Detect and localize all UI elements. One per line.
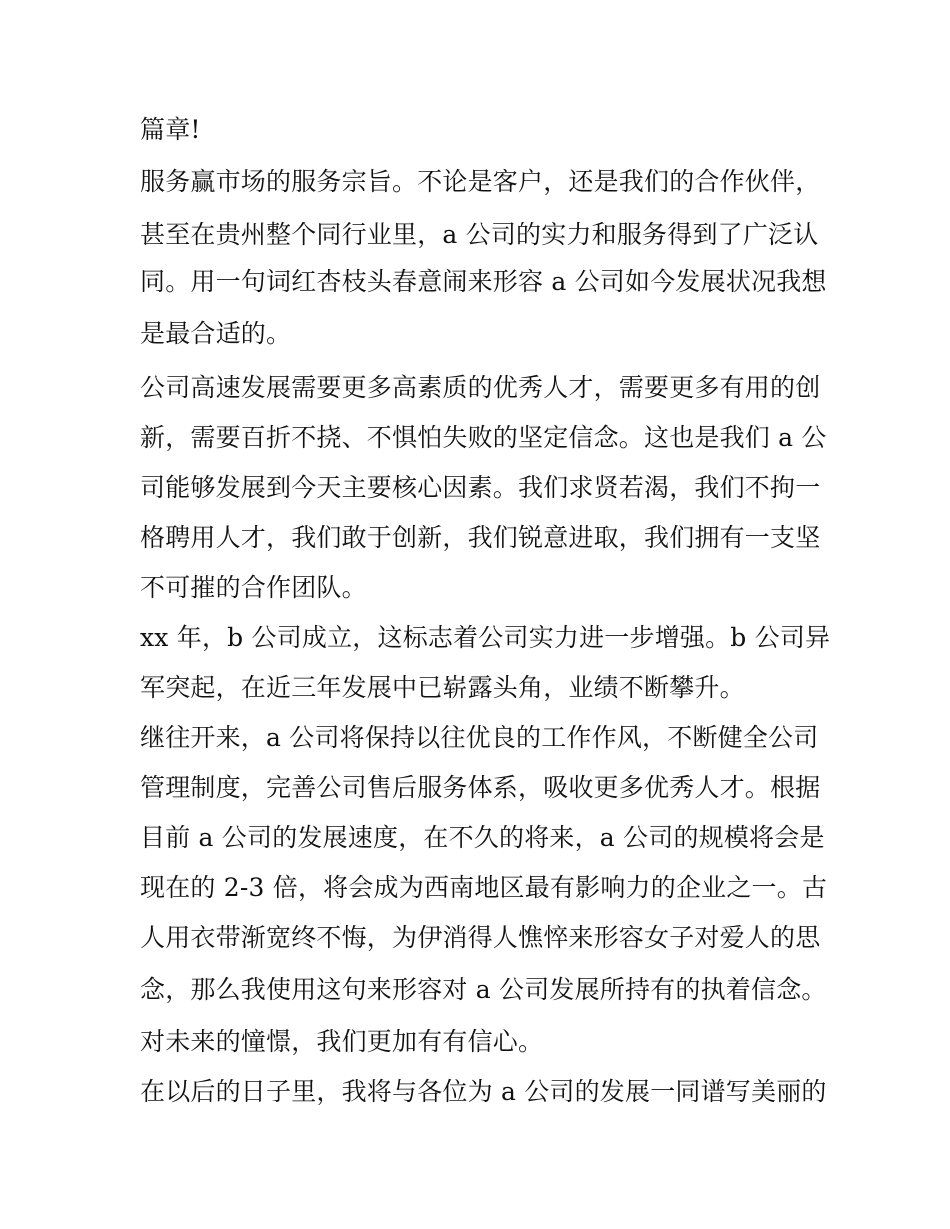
text-line: 现在的 2-3 倍，将会成为西南地区最有影响力的企业之一。古 — [140, 873, 828, 902]
text-line: 人用衣带渐宽终不悔，为伊消得人憔悴来形容女子对爱人的思 — [140, 923, 821, 952]
text-line: 继往开来，a 公司将保持以往优良的工作作风，不断健全公司 — [140, 723, 819, 752]
text-line: 念，那么我使用这句来形容对 a 公司发展所持有的执着信念。 — [140, 975, 827, 1004]
text-line: 甚至在贵州整个同行业里，a 公司的实力和服务得到了广泛认 — [140, 220, 819, 249]
text-line: 对未来的憧憬，我们更加有有信心。 — [140, 1027, 544, 1056]
text-line: 目前 a 公司的发展速度，在不久的将来，a 公司的规模将会是 — [140, 823, 825, 852]
text-line: 同。用一句词红杏枝头春意闹来形容 a 公司如今发展状况我想 — [140, 267, 827, 296]
text-line: 在以后的日子里，我将与各位为 a 公司的发展一同谱写美丽的 — [140, 1077, 827, 1106]
text-line: xx 年，b 公司成立，这标志着公司实力进一步增强。b 公司异 — [140, 623, 831, 652]
text-line: 司能够发展到今天主要核心因素。我们求贤若渴，我们不拘一 — [140, 473, 821, 502]
text-line: 新，需要百折不挠、不惧怕失败的坚定信念。这也是我们 a 公 — [140, 423, 827, 452]
text-line: 是最合适的。 — [140, 319, 292, 348]
text-line: 管理制度，完善公司售后服务体系，吸收更多优秀人才。根据 — [140, 773, 821, 802]
text-line: 格聘用人才，我们敢于创新，我们锐意进取，我们拥有一支坚 — [140, 523, 821, 552]
text-line: 军突起，在近三年发展中已崭露头角，业绩不断攀升。 — [140, 673, 745, 702]
text-line: 篇章! — [140, 115, 201, 144]
text-line: 公司高速发展需要更多高素质的优秀人才，需要更多有用的创 — [140, 373, 821, 402]
text-line: 服务赢市场的服务宗旨。不论是客户，还是我们的合作伙伴， — [140, 167, 821, 196]
text-line: 不可摧的合作团队。 — [140, 573, 367, 602]
